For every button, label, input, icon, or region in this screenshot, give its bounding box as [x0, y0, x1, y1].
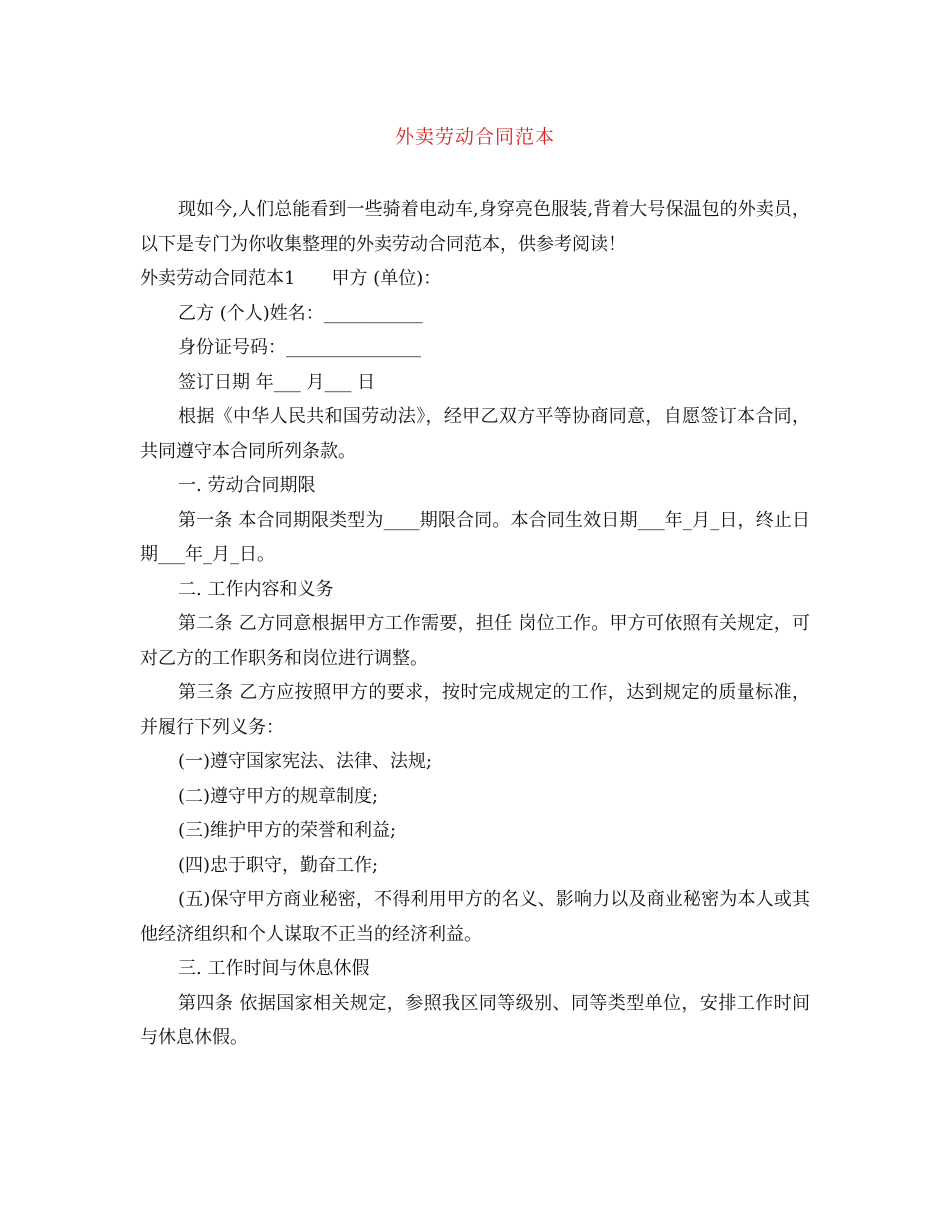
duty-4: (四)忠于职守，勤奋工作;	[178, 854, 379, 876]
section-3-title: 三. 工作时间与休息休假	[178, 958, 370, 979]
article-3: 第三条 乙方应按照甲方的要求，按时完成规定的工作，达到规定的质量标准，并履行下列义务：	[140, 682, 810, 738]
duty-5: (五)保守甲方商业秘密，不得利用甲方的名义、影响力以及商业秘密为本人或其他经济组织和个人谋取不正当的经济利益。	[140, 889, 810, 945]
duty-1: (一)遵守国家宪法、法律、法规;	[178, 751, 433, 772]
document-title: 外卖劳动合同范本	[394, 126, 555, 148]
intro-paragraph: 现如今,人们总能看到一些骑着电动车,身穿亮色服装,背着大号保温包的外卖员，以下是专门为你收集整理的外卖劳动合同范本，供参考阅读！	[140, 199, 810, 255]
sample-heading: 外卖劳动合同范本1 甲方 (单位)：	[140, 268, 442, 289]
duty-2: (二)遵守甲方的规章制度;	[178, 785, 379, 807]
article-1: 第一条 本合同期限类型为____期限合同。本合同生效日期___年_月_日，终止日期___年_月_日。	[140, 509, 810, 565]
section-2-title: 二. 工作内容和义务	[178, 578, 334, 600]
article-4: 第四条 依据国家相关规定，参照我区同等级别、同等类型单位，安排工作时间与休息休假。	[140, 992, 810, 1048]
id-number-line: 身份证号码：_______________	[178, 337, 421, 358]
sign-date-line: 签订日期 年___ 月___ 日	[178, 371, 376, 393]
section-1-title: 一. 劳动合同期限	[178, 475, 316, 496]
party-b-name-line: 乙方 (个人)姓名：___________	[178, 302, 423, 324]
basis-paragraph: 根据《中华人民共和国劳动法》，经甲乙双方平等协商同意，自愿签订本合同，共同遵守本合同所列条款。	[140, 406, 810, 462]
document-body	[140, 193, 810, 1056]
duty-3: (三)维护甲方的荣誉和利益;	[178, 820, 397, 841]
article-2: 第二条 乙方同意根据甲方工作需要，担任 岗位工作。甲方可依照有关规定，可对乙方的工作职务和岗位进行调整。	[140, 613, 810, 669]
